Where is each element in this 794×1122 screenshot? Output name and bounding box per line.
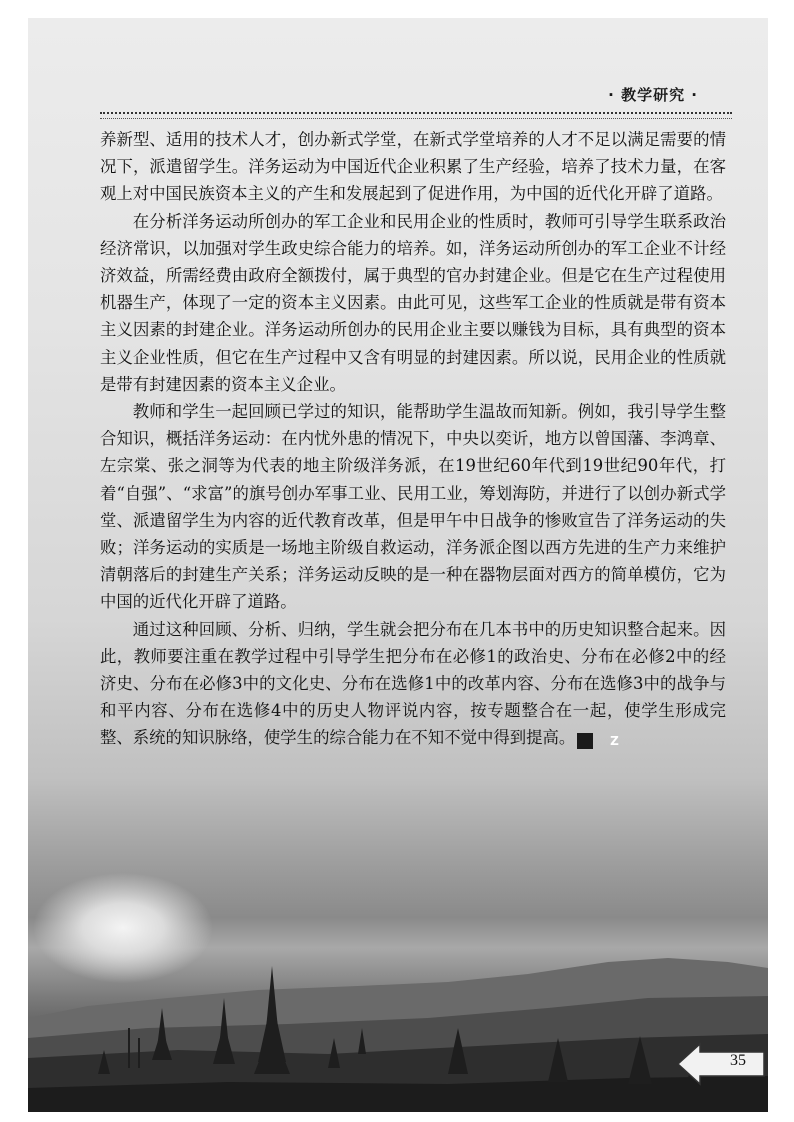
page-number: 35 — [730, 1052, 746, 1069]
paragraph-2: 在分析洋务运动所创办的军工企业和民用企业的性质时，教师可引导学生联系政治经济常识，以加强对学生政史综合能力的培养。如，洋务运动所创办的军工企业不计经济效益，所需经费由政府全额拨付，属于典型的官办封建企业。但是它在生产过程使用机器生产，体现了一定的资本主义因素。由此可见，这些军工企业的性质就是带有资本主义因素的封建企业。洋务运动所创办的民用企业主要以赚钱为目标，具有典型的资本主义企业性质，但它在生产过程中又含有明显的封建因素。所以说，民用企业的性质就是带有封建因素的资本主义企业。 — [100, 211, 726, 394]
landscape-background-image — [28, 878, 768, 1112]
paragraph-3: 教师和学生一起回顾已学过的知识，能帮助学生温故而知新。例如，我引导学生整合知识，概括洋务运动：在内忧外患的情况下，中央以奕䜣，地方以曾国藩、李鸿章、左宗棠、张之洞等为代表的地主阶级洋务派，在19世纪60年代到19世纪90年代，打着“自强”、“求富”的旗号创办军事工业、民用工业，筹划海防，并进行了以创办新式学堂、派遣留学生为内容的近代教育改革，但是甲午中日战争的惨败宣告了洋务运动的失败；洋务运动的实质是一场地主阶级自救运动，洋务派企图以西方先进的生产力来维护清朝落后的封建生产关系；洋务运动反映的是一种在器物层面对西方的简单模仿，它为中国的近代化开辟了道路。 — [100, 402, 726, 612]
magazine-page — [28, 18, 768, 1112]
section-header: · 教学研究 · — [608, 86, 698, 104]
paragraph-4-text: 通过这种回顾、分析、归纳，学生就会把分布在几本书中的历史知识整合起来。因此，教师要注重在教学过程中引导学生把分布在必修1的政治史、分布在必修2中的经济史、分布在必修3中的文化史、分布在选修1中的改革内容、分布在选修3中的战争与和平内容、分布在选修4中的历史人物评说内容，按专题整合在一起，使学生形成完整、系统的知识脉络，使学生的综合能力在不知不觉中得到提高。 — [100, 619, 726, 748]
paragraph-4 — [100, 616, 726, 752]
header-divider — [100, 112, 732, 114]
end-of-article-mark: Z — [577, 733, 593, 749]
header-divider-secondary — [100, 118, 732, 119]
article-body — [100, 126, 726, 752]
paragraph-1: 养新型、适用的技术人才，创办新式学堂，在新式学堂培养的人才不足以满足需要的情况下，派遣留学生。洋务运动为中国近代企业积累了生产经验，培养了技术力量，在客观上对中国民族资本主义的产生和发展起到了促进作用，为中国的近代化开辟了道路。 — [100, 130, 726, 204]
